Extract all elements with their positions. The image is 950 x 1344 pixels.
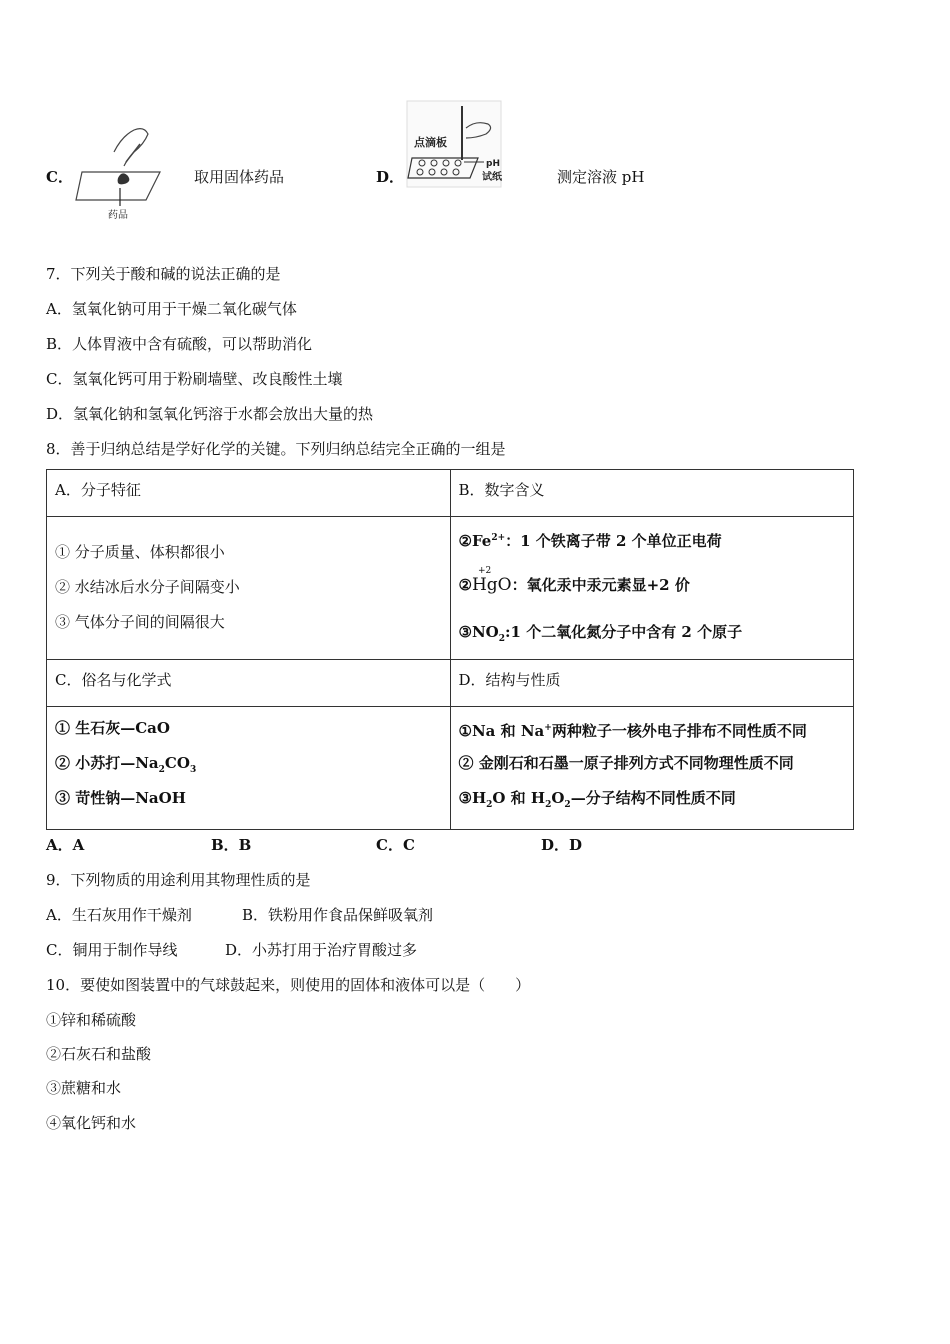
q8-cell-c-head: C．俗名与化学式 [47,660,451,707]
q10-item: ③蔗糖和水 [46,1079,122,1097]
option-c-text: 取用固体药品 [194,168,285,186]
q8-a-item: ① 分子质量、体积都很小 [55,543,225,561]
q8-d-item: $③H_2O$ 和 $H_2O_2—$分子结构不同性质不同 [458,789,736,810]
q8-b-item-3: $③NO_2:1$ 个二氧化氮分子中含有 2 个原子 [458,623,743,644]
q8-a-item: ② 水结冰后水分子间隔变小 [55,578,240,596]
q8-c-item: ③ 苛性钠—NaOH [55,789,186,807]
q9-option-c: C．铜用于制作导线 [46,941,178,959]
q7-option-a: A．氢氧化钠可用于干燥二氧化碳气体 [46,300,297,318]
figure-caption-plate: 点滴板 [414,136,447,149]
q10-stem: 10．要使如图装置中的气球鼓起来，则使用的固体和液体可以是（ ） [46,976,531,994]
q8-cell-d-head: D．结构与性质 [450,660,854,707]
q8-option-d: D．D [541,836,583,854]
q9-option-b: B．铁粉用作食品保鲜吸氧剂 [242,906,434,924]
q8-table [46,469,854,830]
q8-cell-b-body [450,517,854,660]
hand-sketch [114,129,148,166]
q7-option-b: B．人体胃液中含有硫酸，可以帮助消化 [46,335,313,353]
q7-stem: 7．下列关于酸和碱的说法正确的是 [46,265,281,283]
q9-stem: 9．下列物质的用途利用其物理性质的是 [46,871,311,889]
q10-item: ①锌和稀硫酸 [46,1011,137,1029]
figure-caption-ph: pH [486,159,500,169]
q8-cell-d-body [450,707,854,830]
q8-option-c: C．C [376,836,415,854]
solid-reagent-figure [74,122,166,226]
option-d-label: D． [376,168,405,186]
q10-item: ②石灰石和盐酸 [46,1045,152,1063]
q8-a-item: ③ 气体分子间的间隔很大 [55,613,225,631]
q8-option-a: A．A [46,836,85,854]
q8-stem: 8．善于归纳总结是学好化学的关键。下列归纳总结完全正确的一组是 [46,440,506,458]
q8-option-b: B．B [211,836,252,854]
q8-cell-a-body [47,517,451,660]
q8-b-item-1: $②Fe^{2+}$：1 个铁离子带 2 个单位正电荷 [458,532,722,550]
q8-cell-b-head: B．数字含义 [450,470,854,517]
option-d-text: 测定溶液 pH [557,168,645,186]
q8-c-item: ① 生石灰—CaO [55,719,170,737]
option-c-label: C． [46,168,73,186]
figure-caption-paper: 试纸 [482,172,502,183]
reagent-pile [118,173,130,184]
spatula [126,144,140,162]
q10-item: ④氧化钙和水 [46,1114,137,1132]
q9-option-a: A．生石灰用作干燥剂 [46,906,192,924]
q8-c-item: ② 小苏打$—Na_2CO_3$ [55,754,197,775]
q8-d-item: ①Na 和 Na+两种粒子一核外电子排布不同性质不同 [458,722,807,740]
q8-b-item-2: ② +2 HgO：氧化汞中汞元素显+2 价 [458,566,690,595]
ph-test-figure [406,100,502,188]
q7-option-d: D．氢氧化钠和氢氧化钙溶于水都会放出大量的热 [46,405,374,423]
figure-caption-reagent: 药品 [108,210,128,221]
paper-sheet [76,172,160,200]
q7-option-c: C．氢氧化钙可用于粉刷墙壁、改良酸性土壤 [46,370,343,388]
q8-cell-a-head: A．分子特征 [47,470,451,517]
q9-option-d: D．小苏打用于治疗胃酸过多 [225,941,418,959]
q8-d-item: ② 金刚石和石墨一原子排列方式不同物理性质不同 [458,754,794,772]
q8-cell-c-body [47,707,451,830]
